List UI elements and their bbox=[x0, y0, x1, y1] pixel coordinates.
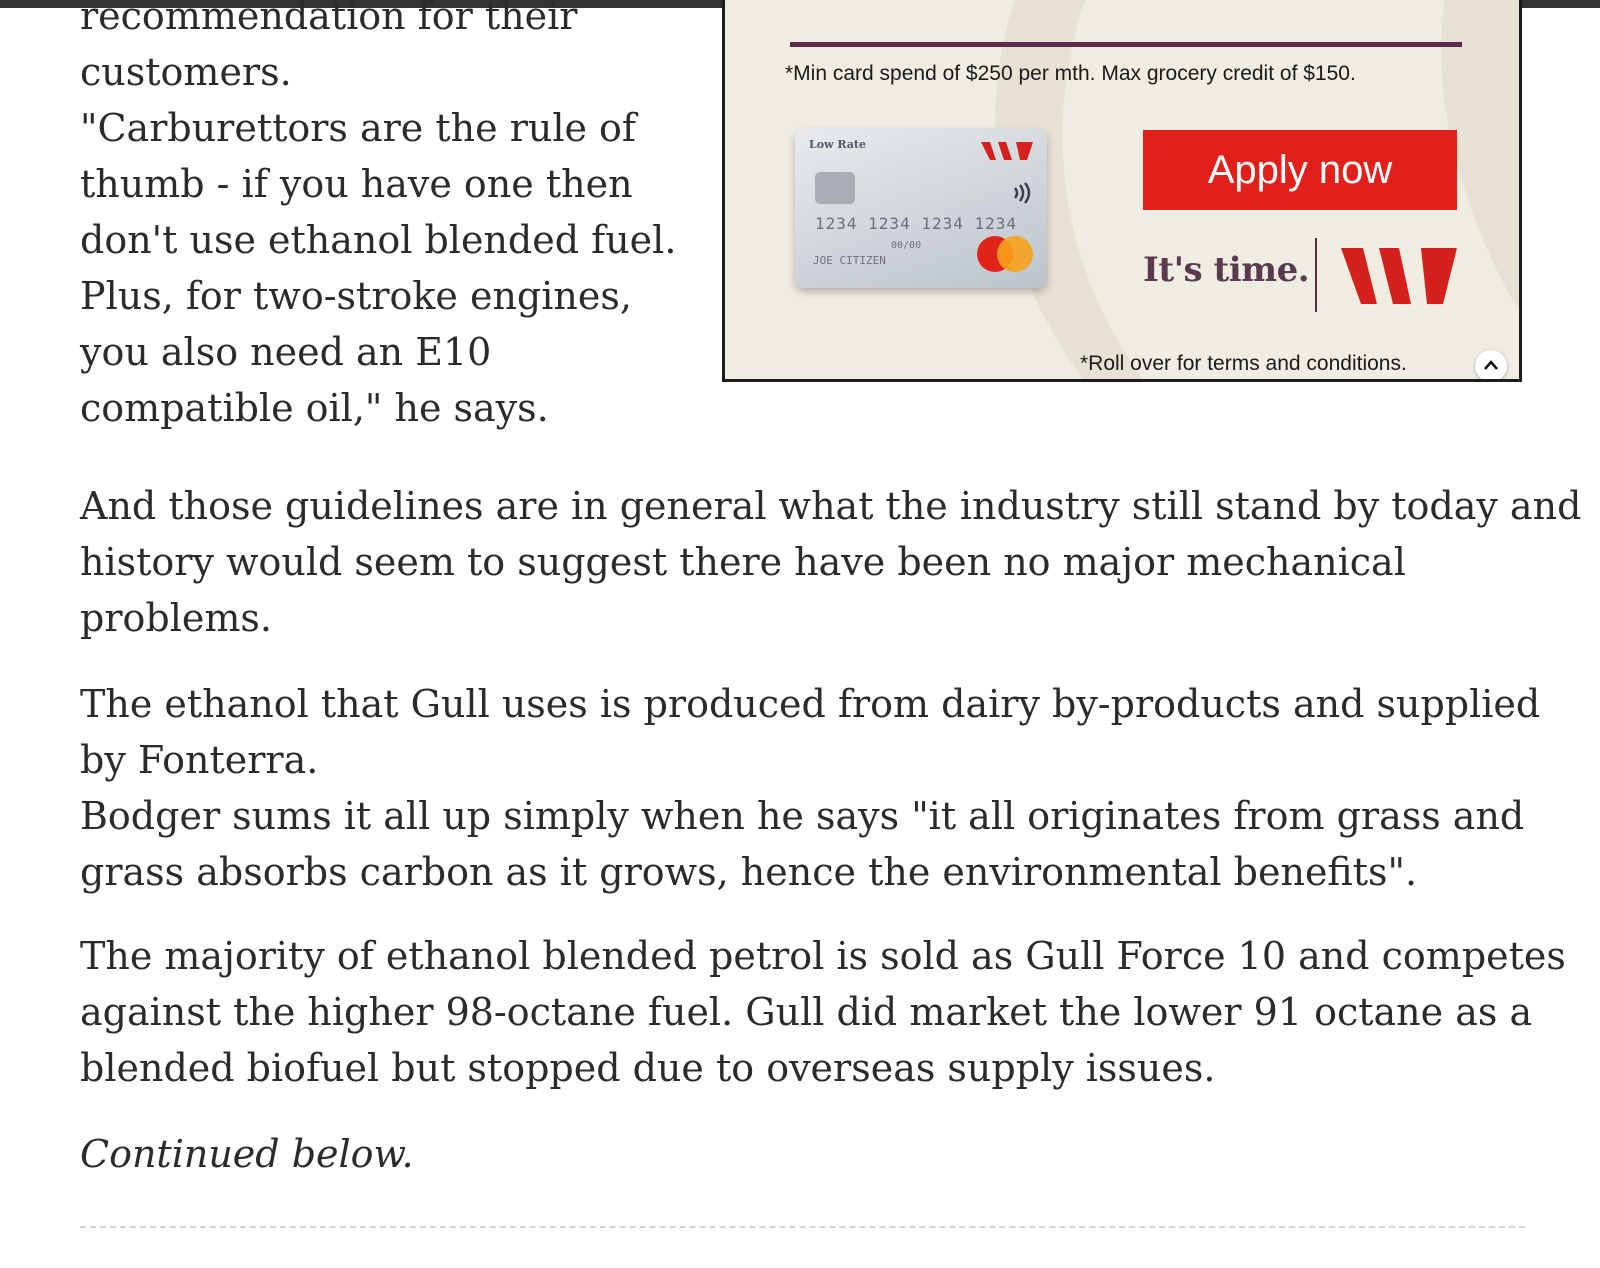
section-divider bbox=[80, 1226, 1525, 1228]
ad-fineprint: *Min card spend of $250 per mth. Max grocery credit of $150. bbox=[785, 62, 1356, 85]
card-product-label: Low Rate bbox=[809, 138, 866, 151]
card-expiry: 00/00 bbox=[891, 240, 922, 251]
collapse-ad-button[interactable] bbox=[1475, 350, 1507, 382]
advertisement-banner[interactable] bbox=[722, 0, 1522, 382]
article-paragraph-quote: recommendation for their customers. "Carburettors are the rule of thumb - if you have one then don't use ethanol blended fuel. Plus, for two-stroke engines, you also need an E10 compatible oil," he says. bbox=[80, 0, 677, 430]
ad-accent-line bbox=[790, 42, 1462, 47]
ad-tagline: It's time. bbox=[1143, 250, 1310, 290]
article-paragraph-force10: The majority of ethanol blended petrol is sold as Gull Force 10 and competes against the higher 98-octane fuel. Gull did market the lower 91 octane as a blended biofuel but stopped due to overseas supply issues. bbox=[80, 934, 1566, 1090]
article-paragraph-guidelines: And those guidelines are in general what the industry still stand by today and history would seem to suggest there have been no major mechanical problems. bbox=[80, 484, 1582, 640]
continued-below-note: Continued below. bbox=[80, 1132, 414, 1176]
ad-vertical-divider bbox=[1315, 238, 1317, 312]
westpac-logo-icon bbox=[981, 140, 1033, 162]
card-number: 1234 1234 1234 1234 bbox=[815, 214, 1018, 233]
apply-now-button[interactable]: Apply now bbox=[1143, 130, 1457, 210]
westpac-logo-icon bbox=[1341, 246, 1457, 306]
article-paragraph-ethanol-source: The ethanol that Gull uses is produced from dairy by-products and supplied by Fonterra. Bodger sums it all up simply when he says "it all originates from grass and grass absorbs carbon as it grows, hence the environmental benefits". bbox=[80, 682, 1541, 894]
chevron-up-icon bbox=[1483, 359, 1499, 371]
mastercard-logo-icon bbox=[973, 234, 1037, 274]
terms-rollover-text[interactable]: *Roll over for terms and conditions. bbox=[1080, 352, 1407, 375]
contactless-icon bbox=[1011, 182, 1033, 204]
card-chip bbox=[815, 172, 855, 204]
card-holder-name: JOE CITIZEN bbox=[813, 254, 886, 267]
credit-card-image bbox=[795, 128, 1047, 288]
